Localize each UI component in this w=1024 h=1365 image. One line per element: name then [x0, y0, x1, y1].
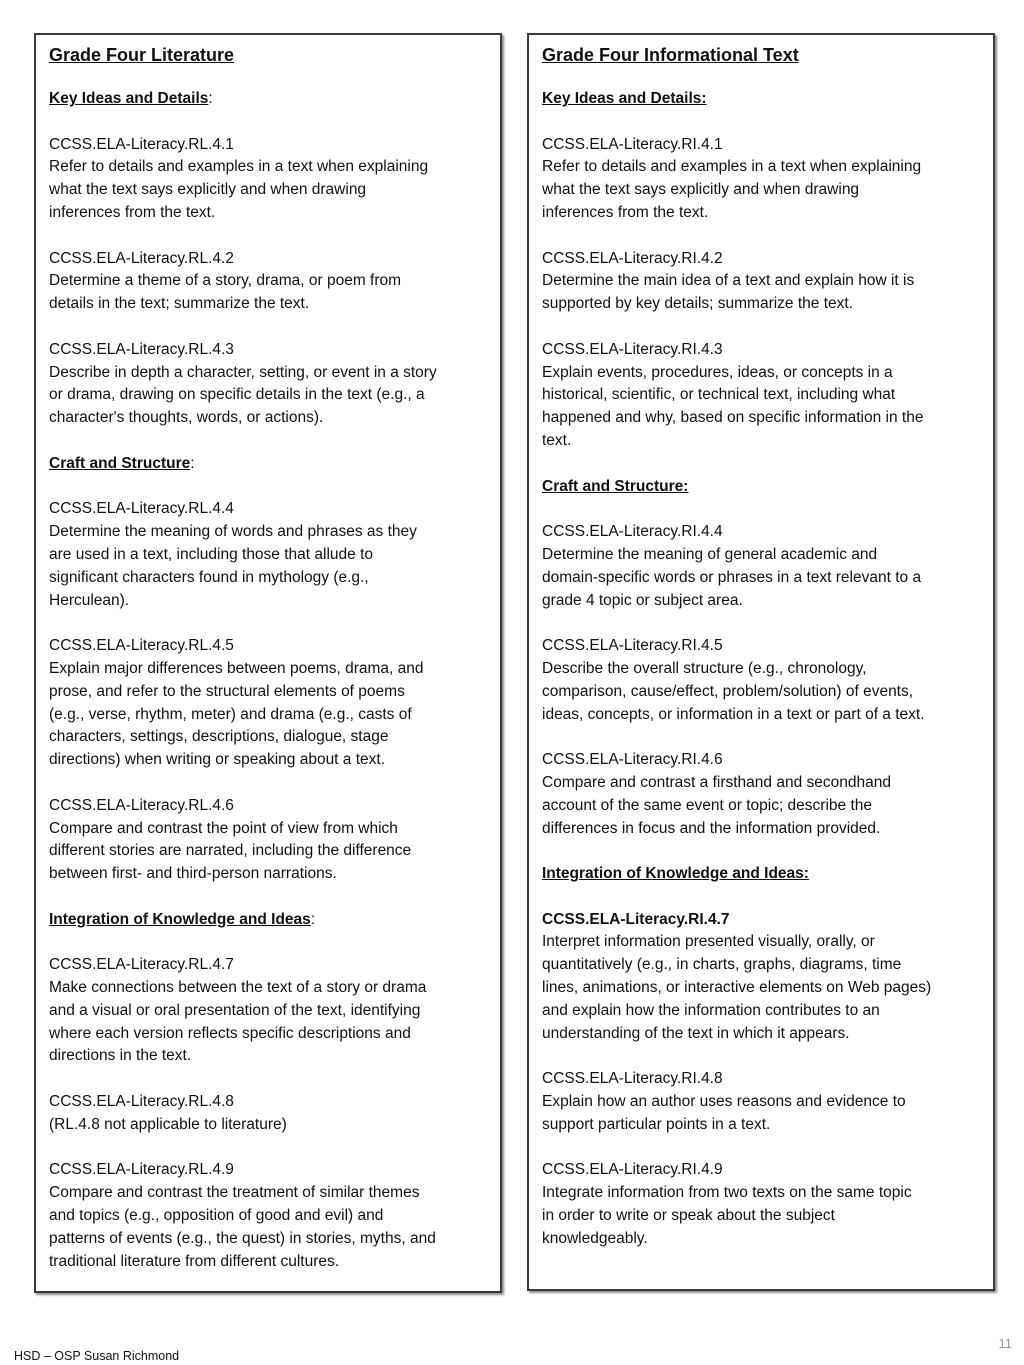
standard-code: CCSS.ELA-Literacy.RI.4.2: [542, 249, 723, 267]
standard-text: Compare and contrast the treatment of similar themes and topics (e.g., opposition of good and evil) and patterns of events (e.g., the quest) in stories, myths, and traditional literature from different cultures.: [49, 1184, 436, 1270]
section-craft-structure: [542, 476, 993, 841]
standard-code: CCSS.ELA-Literacy.RL.4.4: [49, 500, 234, 518]
literature-box: [34, 33, 502, 1293]
informational-text-box: [527, 33, 995, 1291]
standard-text: Determine the main idea of a text and explain how it is supported by key details; summarize the text.: [542, 272, 915, 313]
standard-ri-4-1: [542, 134, 993, 225]
standard-ri-4-5: [542, 635, 993, 726]
section-title: [542, 476, 993, 499]
section-integration: [49, 909, 500, 1274]
section-title-text: Key Ideas and Details:: [542, 90, 707, 107]
standard-text: Describe the overall structure (e.g., chronology, comparison, cause/effect, problem/solution) of events, ideas, concepts, or information in a text or part of a text.: [542, 659, 925, 723]
standard-text: Describe in depth a character, setting, or event in a story or drama, drawing on specific details in the text (e.g., a character's thoughts, words, or actions).: [49, 363, 437, 427]
footer-credit: HSD – OSP Susan Richmond: [14, 1349, 180, 1363]
standard-ri-4-4: [542, 521, 993, 612]
standard-code: CCSS.ELA-Literacy.RL.4.3: [49, 340, 234, 358]
standard-text: Refer to details and examples in a text when explaining what the text says explicitly and when drawing inferences from the text.: [542, 158, 922, 221]
standard-code: CCSS.ELA-Literacy.RI.4.8: [542, 1070, 723, 1088]
section-title-text: Integration of Knowledge and Ideas:: [542, 865, 809, 883]
standard-rl-4-9: [49, 1159, 500, 1273]
standard-text: Explain events, procedures, ideas, or concepts in a historical, scientific, or technical text, including what happened and why, based on specific information in the text.: [542, 363, 924, 449]
section-integration: [542, 863, 993, 1251]
standard-ri-4-8: [542, 1068, 993, 1136]
section-title-colon: :: [190, 454, 195, 472]
standard-ri-4-9: [542, 1159, 993, 1250]
standard-ri-4-2: [542, 248, 993, 316]
standard-ri-4-3: [542, 339, 993, 453]
section-key-ideas: [542, 88, 993, 453]
standard-text: Explain major differences between poems, drama, and prose, and refer to the structural elements of poems (e.g., verse, rhythm, meter) and drama (e.g., casts of characters, settings, descriptions, dialogue, stage directions) when writing or speaking about a text.: [49, 659, 424, 769]
section-title: [49, 88, 500, 111]
literature-heading: Grade Four Literature: [49, 45, 235, 65]
section-title-colon: :: [208, 90, 213, 107]
standard-text: Refer to details and examples in a text when explaining what the text says explicitly and when drawing inferences from the text.: [49, 158, 429, 221]
standard-code: CCSS.ELA-Literacy.RL.4.1: [49, 135, 234, 153]
standard-ri-4-7: [542, 909, 993, 1046]
standard-code: CCSS.ELA-Literacy.RL.4.9: [49, 1161, 234, 1179]
standard-code: CCSS.ELA-Literacy.RI.4.5: [542, 637, 723, 655]
standard-code: CCSS.ELA-Literacy.RI.4.1: [542, 135, 723, 153]
standard-code: CCSS.ELA-Literacy.RI.4.6: [542, 751, 723, 769]
page-number: 11: [998, 1336, 1012, 1351]
section-title-text: Integration of Knowledge and Ideas: [49, 910, 311, 928]
standard-text: Compare and contrast the point of view from which different stories are narrated, including the difference between first- and third-person narrations.: [49, 819, 412, 883]
section-title-text: Craft and Structure:: [542, 477, 689, 495]
informational-heading: Grade Four Informational Text: [542, 45, 799, 65]
standard-code: CCSS.ELA-Literacy.RI.4.3: [542, 340, 723, 358]
section-title: [49, 453, 500, 476]
standard-code: CCSS.ELA-Literacy.RI.4.4: [542, 523, 723, 541]
standard-text: Determine the meaning of general academic and domain-specific words or phrases in a text relevant to a grade 4 topic or subject area.: [542, 545, 922, 609]
standard-ri-4-6: [542, 749, 993, 840]
section-title: [542, 863, 993, 886]
section-title: [542, 88, 993, 111]
standard-code: CCSS.ELA-Literacy.RL.4.5: [49, 637, 234, 655]
standard-text: Explain how an author uses reasons and evidence to support particular points in a text.: [542, 1093, 906, 1133]
standard-code: CCSS.ELA-Literacy.RI.4.9: [542, 1161, 723, 1179]
standard-rl-4-8: [49, 1091, 500, 1137]
standard-rl-4-7: [49, 954, 500, 1068]
standard-text: Integrate information from two texts on the same topic in order to write or speak about the subject knowledgeably.: [542, 1184, 912, 1247]
section-title: [49, 909, 500, 932]
standard-code: CCSS.ELA-Literacy.RL.4.6: [49, 796, 234, 814]
standard-text: Interpret information presented visually, orally, or quantitatively (e.g., in charts, graphs, diagrams, time lines, animations, or interactive elements on Web pages) and explain how the information contributes to an understanding of the text in which it appears.: [542, 933, 932, 1042]
section-key-ideas: [49, 88, 500, 430]
standard-rl-4-5: [49, 635, 500, 772]
standard-rl-4-3: [49, 339, 500, 430]
standard-rl-4-4: [49, 498, 500, 612]
section-title-colon: :: [310, 910, 316, 928]
standard-rl-4-1: [49, 134, 500, 225]
standard-text: (RL.4.8 not applicable to literature): [49, 1115, 287, 1133]
standard-text: Determine the meaning of words and phrases as they are used in a text, including those that allude to significant characters found in mythology (e.g., Herculean).: [49, 523, 417, 609]
standard-code: CCSS.ELA-Literacy.RL.4.8: [49, 1093, 234, 1111]
standard-code: CCSS.ELA-Literacy.RL.4.2: [49, 249, 234, 267]
standard-text: Compare and contrast a firsthand and secondhand account of the same event or topic; describe the differences in focus and the information provided.: [542, 773, 891, 837]
section-title-text: Craft and Structure: [49, 454, 191, 472]
standard-rl-4-6: [49, 795, 500, 886]
section-title-text: Key Ideas and Details: [49, 90, 209, 107]
standard-text: Determine a theme of a story, drama, or poem from details in the text; summarize the text.: [49, 272, 402, 313]
standard-code: CCSS.ELA-Literacy.RI.4.7: [542, 910, 730, 928]
standard-code: CCSS.ELA-Literacy.RL.4.7: [49, 956, 234, 974]
section-craft-structure: [49, 453, 500, 886]
standard-text: Make connections between the text of a story or drama and a visual or oral presentation of the text, identifying where each version reflects specific descriptions and directions in the text.: [49, 979, 427, 1065]
standard-rl-4-2: [49, 248, 500, 316]
